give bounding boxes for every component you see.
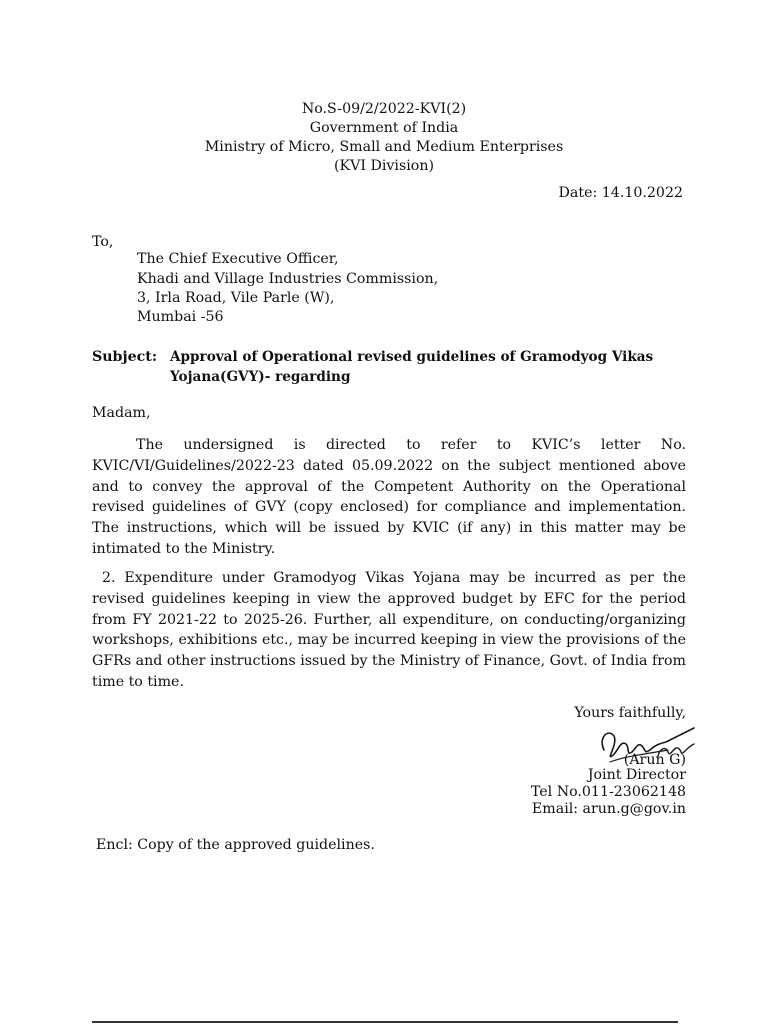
division-line: (KVI Division) [334, 158, 434, 174]
enclosure-note: Encl: Copy of the approved guidelines. [96, 837, 375, 853]
to-label: To, [92, 234, 114, 250]
addressee-org: Khadi and Village Industries Commission, [137, 271, 439, 287]
addressee-city: Mumbai -56 [137, 309, 224, 325]
body-paragraph-1: The undersigned is directed to refer to KVIC’s letter No. KVIC/VI/Guidelines/2022-23 dated 05.09.2022 on the subject mentioned above and to convey the approval of the Competent Authority on the Operational revised guidelines of GVY (copy enclosed) for compliance and implementation. The instructions, which will be issued by KVIC (if any) in this matter may be intimated to the Ministry. [92, 437, 686, 557]
addressee-street: 3, Irla Road, Vile Parle (W), [137, 290, 335, 306]
bottom-rule [92, 1021, 678, 1023]
subject-line-2: Yojana(GVY)- regarding [170, 369, 351, 385]
subject-line-1: Approval of Operational revised guidelines of Gramodyog Vikas [170, 349, 654, 365]
body-paragraph-2: 2. Expenditure under Gramodyog Vikas Yojana may be incurred as per the revised guidelines keeping in view the approved budget by EFC for the period from FY 2021-22 to 2025-26. Further, all expenditure, on conducting/organizing workshops, exhibitions etc., may be incurred keeping in view the provisions of the GFRs and other instructions issued by the Ministry of Finance, Govt. of India from time to time. [92, 570, 686, 690]
signatory-email: Email: arun.g@gov.in [531, 801, 686, 817]
signatory-telephone: Tel No.011-23062148 [530, 784, 686, 800]
reference-number: No.S-09/2/2022-KVI(2) [301, 101, 467, 117]
addressee-title: The Chief Executive Officer, [137, 251, 339, 267]
subject-label: Subject: [92, 349, 158, 365]
signatory-designation: Joint Director [587, 767, 686, 783]
signatory-name: (Arun G) [623, 752, 686, 768]
ministry-line: Ministry of Micro, Small and Medium Enterprises [204, 139, 564, 155]
government-line: Government of India [309, 120, 459, 136]
letter-date: Date: 14.10.2022 [558, 185, 683, 201]
salutation: Madam, [92, 405, 151, 421]
closing: Yours faithfully, [574, 705, 686, 721]
